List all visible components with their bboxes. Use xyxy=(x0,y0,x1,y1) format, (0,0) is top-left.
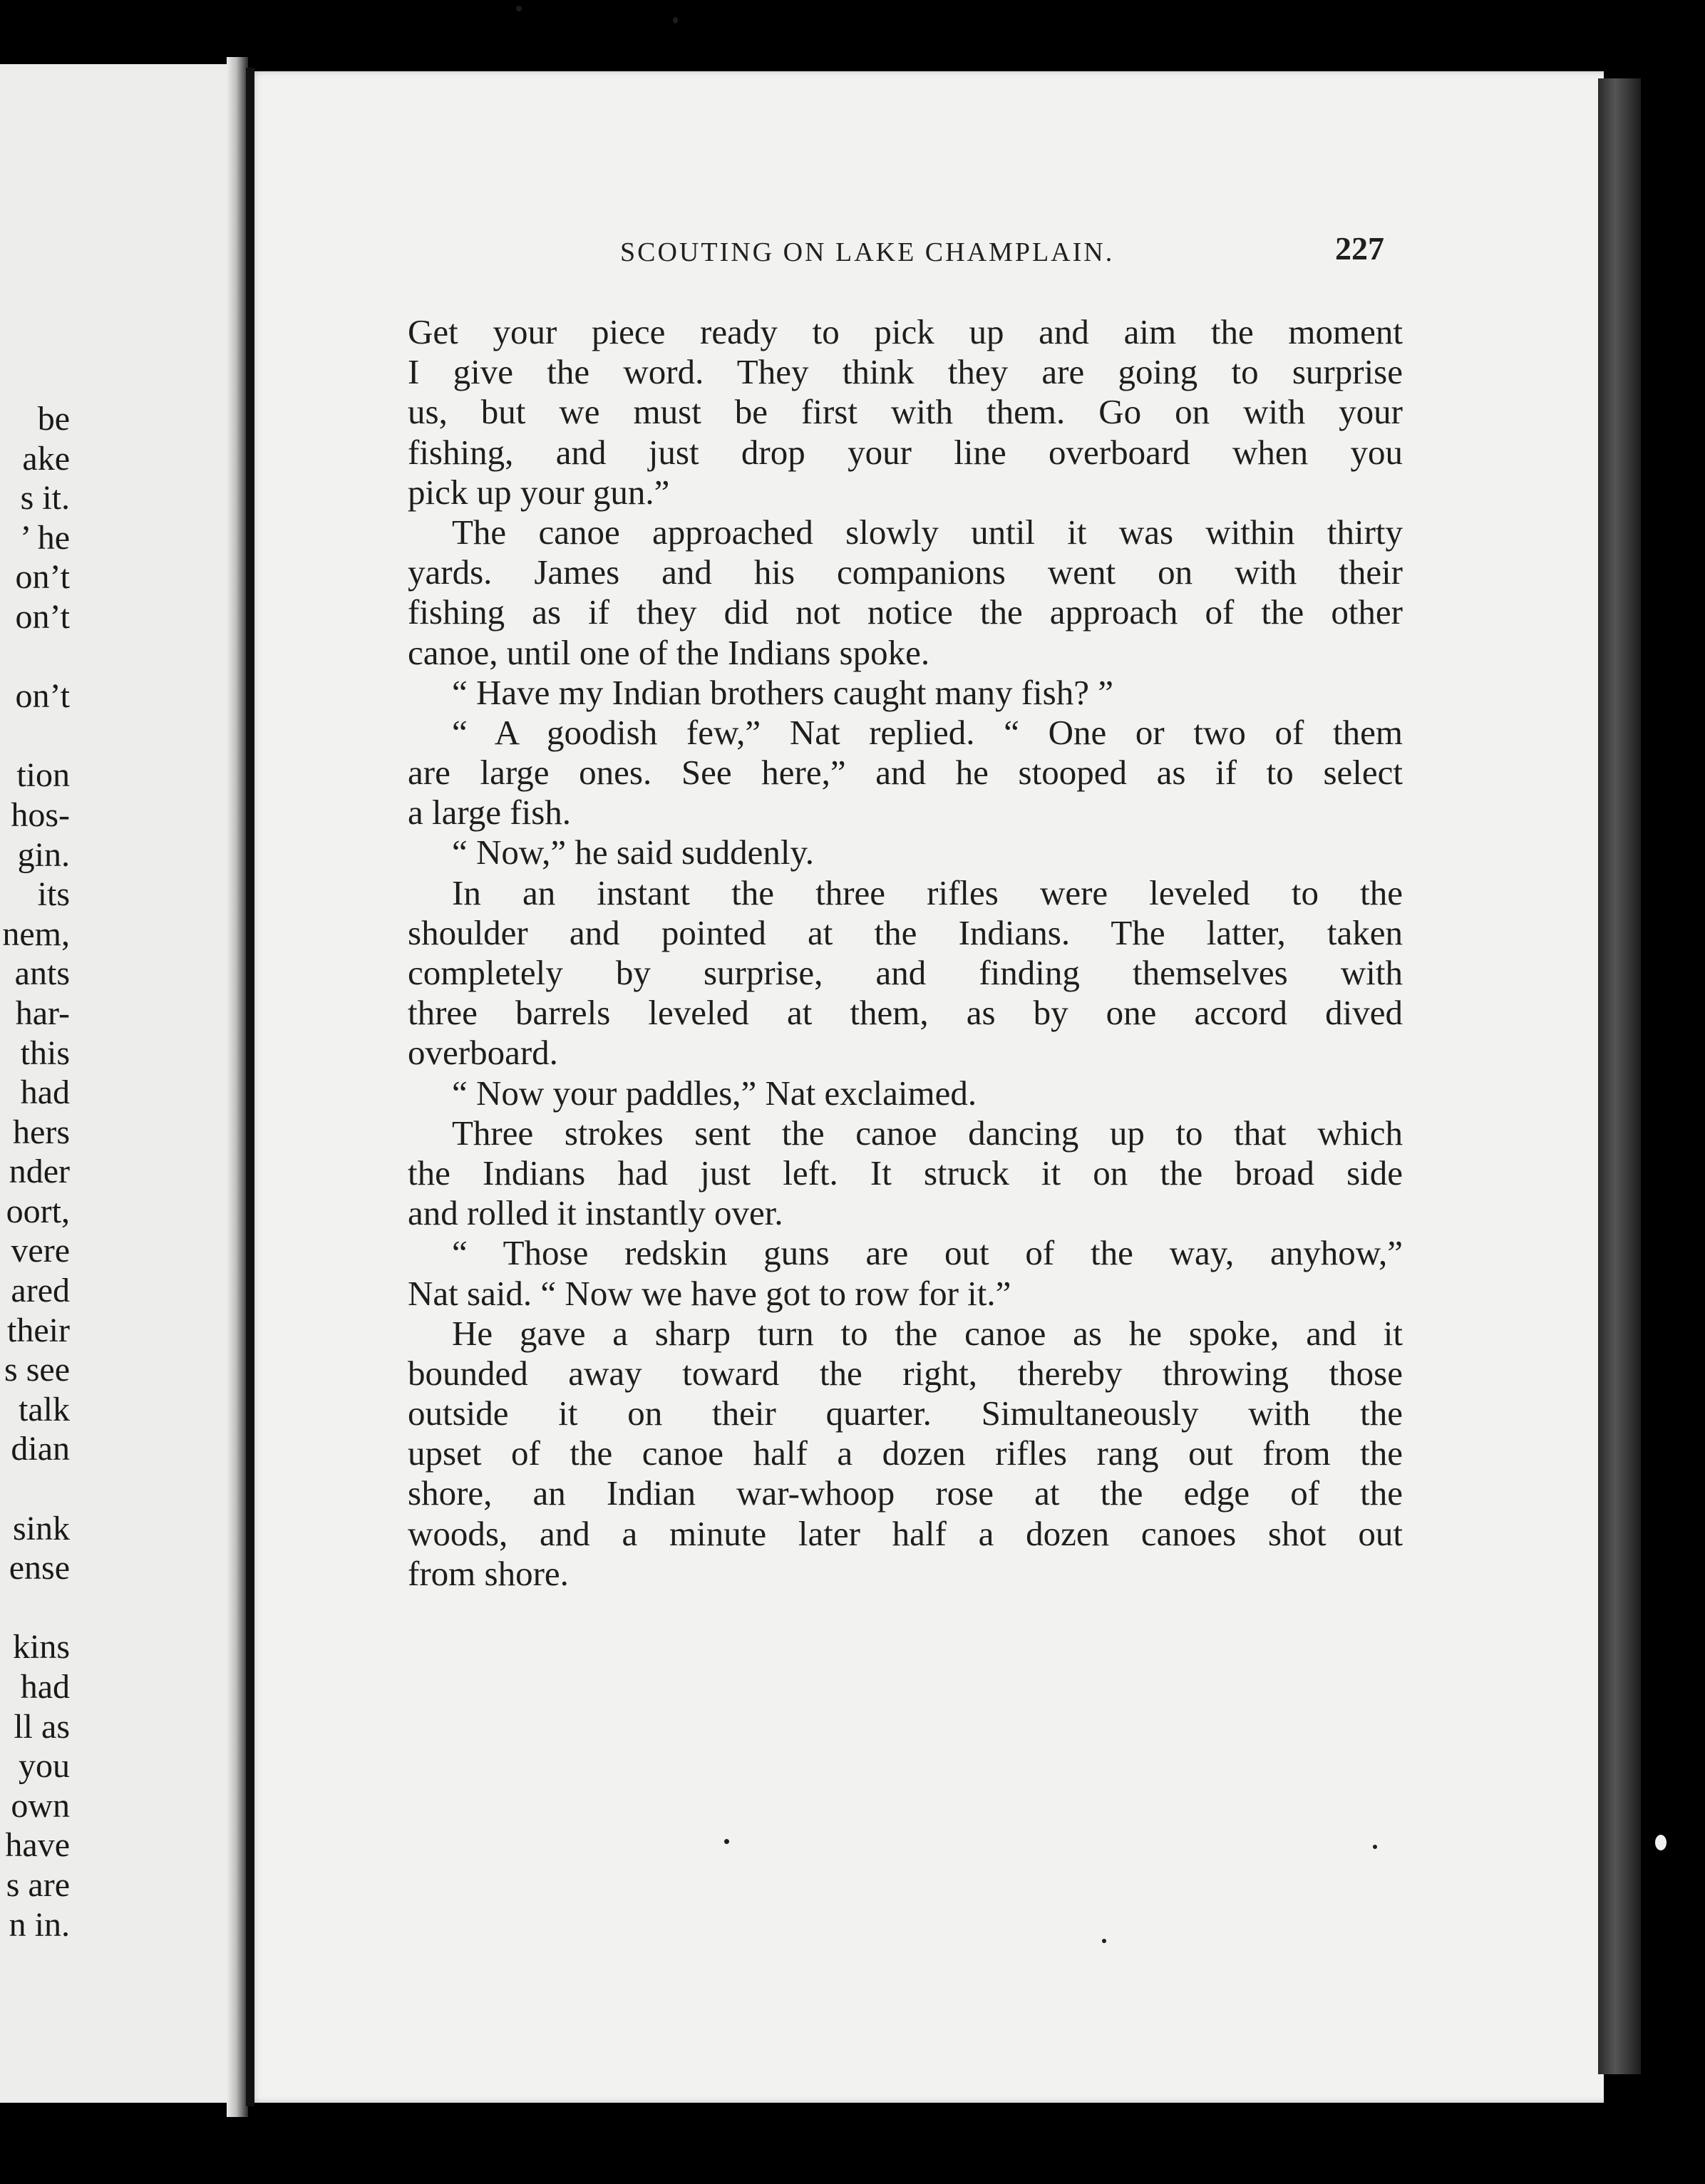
page-binding-edge xyxy=(246,68,254,2106)
left-page-fragment: ense xyxy=(9,1549,70,1587)
left-page-fragment: on’t xyxy=(15,597,70,636)
left-page-fragment: you xyxy=(19,1747,70,1786)
page-stack-edge xyxy=(1598,78,1641,2074)
left-page-fragment: s see xyxy=(4,1351,70,1389)
text-line: In an instant the three rifles were leveled to the xyxy=(452,872,1403,912)
text-line: Three strokes sent the canoe dancing up to that which xyxy=(452,1113,1403,1153)
left-page-fragment: dian xyxy=(11,1430,70,1468)
left-page-fragment: ll as xyxy=(14,1707,70,1746)
left-page-fragment: gin. xyxy=(17,835,70,874)
left-page-fragment: talk xyxy=(19,1390,70,1428)
text-line: “ Have my Indian brothers caught many fish? ” xyxy=(452,672,1113,712)
text-line: three barrels leveled at them, as by one accord dived xyxy=(408,993,1403,1033)
text-line: are large ones. See here,” and he stooped as if to select xyxy=(408,753,1403,793)
dust-speck xyxy=(673,17,678,24)
left-page-fragment: own xyxy=(11,1786,70,1825)
left-page-fragment: its xyxy=(37,875,70,914)
left-page-fragment xyxy=(0,716,70,756)
left-page-fragment: this xyxy=(20,1034,70,1072)
text-line: woods, and a minute later half a dozen canoes shot out xyxy=(408,1513,1403,1553)
left-page-fragment: oort, xyxy=(6,1192,70,1230)
left-page-fragment: had xyxy=(20,1668,70,1706)
left-page-fragment: nem, xyxy=(2,915,70,953)
book-gutter xyxy=(227,57,248,2117)
text-line: I give the word. They think they are going to surprise xyxy=(408,352,1403,392)
text-line: and rolled it instantly over. xyxy=(408,1193,783,1233)
text-line: bounded away toward the right, thereby throwing those xyxy=(408,1353,1403,1393)
text-line: pick up your gun.” xyxy=(408,472,670,512)
text-line: fishing, and just drop your line overboard when you xyxy=(408,432,1403,472)
left-page-fragment: s are xyxy=(6,1865,70,1904)
dust-speck xyxy=(1102,1939,1106,1943)
left-page-fragment: hos- xyxy=(11,795,70,834)
text-line: overboard. xyxy=(408,1033,558,1073)
left-page-fragment: ants xyxy=(14,954,70,993)
text-line: from shore. xyxy=(408,1553,569,1593)
left-page-fragment: ake xyxy=(22,439,70,478)
left-page-fragment: had xyxy=(20,1073,70,1112)
left-page-fragment: n in. xyxy=(9,1905,70,1944)
text-line: Get your piece ready to pick up and aim the moment xyxy=(408,312,1403,351)
left-page-fragment: tion xyxy=(16,756,70,795)
dust-speck xyxy=(1373,1845,1377,1849)
left-page-fragment: kins xyxy=(12,1628,70,1667)
left-page-fragment: ared xyxy=(11,1272,70,1310)
running-head: SCOUTING ON LAKE CHAMPLAIN. xyxy=(620,237,1115,267)
left-page-fragment: sink xyxy=(12,1509,70,1547)
left-page-fragment: on’t xyxy=(15,677,70,716)
text-line: completely by surprise, and finding themselves with xyxy=(408,953,1403,992)
text-line: canoe, until one of the Indians spoke. xyxy=(408,632,930,672)
left-page-fragment xyxy=(0,1588,70,1628)
dust-speck xyxy=(516,6,522,11)
dust-speck xyxy=(1655,1835,1667,1850)
left-page-fragment: hers xyxy=(13,1113,70,1151)
left-page-fragment: ’ he xyxy=(20,518,70,557)
text-line: Nat said. “ Now we have got to row for it.” xyxy=(408,1273,1011,1313)
text-line: the Indians had just left. It struck it on the broad side xyxy=(408,1153,1403,1193)
left-page-fragment xyxy=(0,637,70,677)
text-line: The canoe approached slowly until it was within thirty xyxy=(452,512,1403,552)
left-page-fragment: their xyxy=(7,1311,70,1349)
text-line: “ Now your paddles,” Nat exclaimed. xyxy=(452,1073,977,1113)
left-page-fragment: har- xyxy=(15,994,70,1032)
text-line: fishing as if they did not notice the approach of the other xyxy=(408,592,1403,632)
left-page-fragment: s it. xyxy=(20,479,70,517)
left-page-sliver xyxy=(0,64,235,2103)
left-page-fragment xyxy=(0,1469,70,1509)
left-page-fragment: be xyxy=(37,400,70,438)
left-page-fragment: nder xyxy=(9,1153,70,1191)
left-page-fragment: have xyxy=(5,1826,70,1865)
text-line: outside it on their quarter. Simultaneously with the xyxy=(408,1394,1403,1433)
dust-speck xyxy=(724,1839,729,1844)
text-line: us, but we must be first with them. Go on with your xyxy=(408,392,1403,432)
left-page-fragment: on’t xyxy=(15,558,70,597)
text-line: shoulder and pointed at the Indians. The latter, taken xyxy=(408,912,1403,952)
page-number: 227 xyxy=(1335,230,1384,267)
text-line: shore, an Indian war-whoop rose at the edge of the xyxy=(408,1473,1403,1513)
body-text xyxy=(408,312,1403,1594)
text-line: “ Now,” he said suddenly. xyxy=(452,833,815,872)
left-page-text-fragments xyxy=(0,399,70,1945)
text-line: “ Those redskin guns are out of the way, anyhow,” xyxy=(452,1233,1403,1273)
text-line: a large fish. xyxy=(408,793,572,833)
text-line: yards. James and his companions went on with their xyxy=(408,552,1403,592)
text-line: He gave a sharp turn to the canoe as he spoke, and it xyxy=(452,1313,1403,1353)
left-page-fragment: vere xyxy=(11,1232,70,1270)
text-line: “ A goodish few,” Nat replied. “ One or two of them xyxy=(452,712,1403,752)
text-line: upset of the canoe half a dozen rifles rang out from the xyxy=(408,1433,1403,1473)
